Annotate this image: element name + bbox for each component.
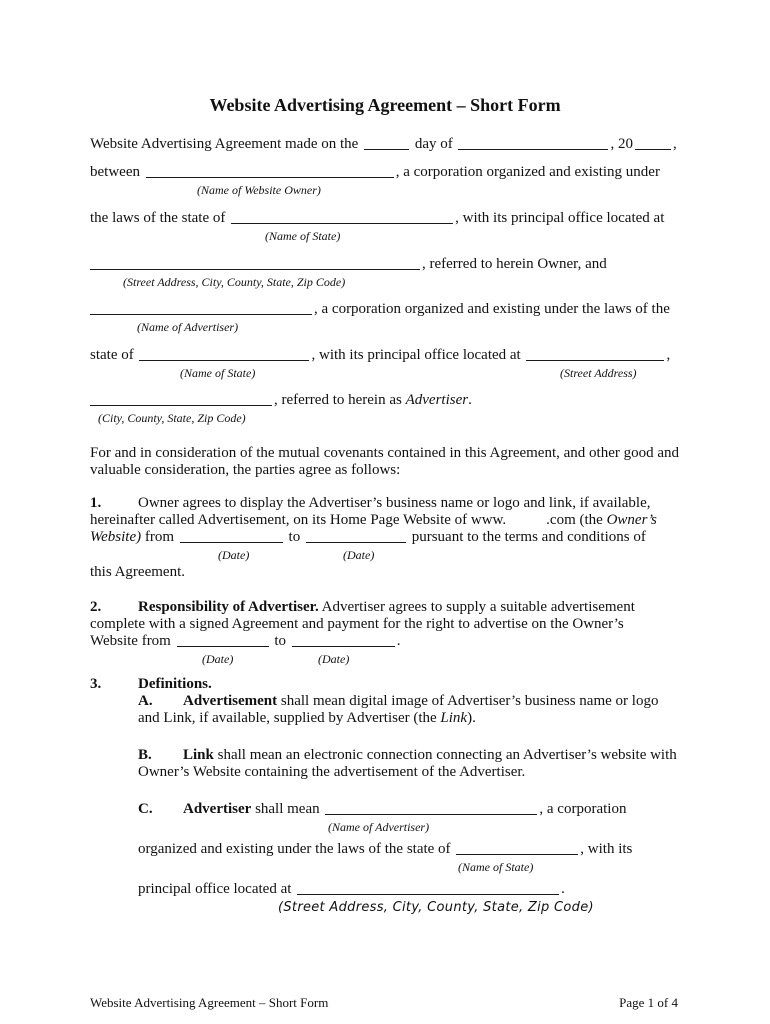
item1-line-1 [90, 495, 680, 512]
item1-text: to [284, 529, 304, 545]
item1-line-3 [90, 529, 680, 546]
consideration-paragraph: For and in consideration of the mutual covenants contained in this Agreement, and other good and valuable consideration, the parties agree as follows: [90, 445, 680, 478]
caption-row [90, 548, 680, 564]
definition-c-line-3 [138, 881, 680, 898]
end-date-caption: (Date) [318, 652, 350, 666]
definition-c-text: . [561, 881, 565, 897]
page-footer [90, 995, 678, 1011]
definition-a-text: shall mean digital image of Advertiser’s business name or logo [277, 693, 659, 709]
c-address-caption: (Street Address, City, County, State, Zip Code) [278, 900, 594, 915]
definition-c-line-2 [138, 841, 680, 858]
intro-line-6 [90, 347, 680, 364]
owner-state-caption: (Name of State) [265, 229, 341, 243]
advertise-start-date-field[interactable] [177, 633, 269, 647]
item2-heading: Responsibility of Advertiser. [138, 599, 319, 615]
item1-text: Owner agrees to display the Advertiser’s business name or logo and link, if available, [138, 495, 651, 511]
advertiser-street-field[interactable] [526, 347, 664, 361]
item3-heading-line [90, 676, 680, 693]
definition-c-text: shall mean [251, 801, 324, 817]
advertiser-name-field[interactable] [90, 301, 312, 315]
caption-row [90, 411, 680, 427]
intro-text: , referred to herein Owner, and [422, 256, 607, 272]
footer-page-number: Page 1 of 4 [619, 995, 678, 1010]
end-date-caption: (Date) [343, 548, 375, 562]
definition-c-text: principal office located at [138, 881, 296, 897]
item2-number: 2. [90, 599, 102, 615]
definition-b-line-2 [138, 764, 680, 781]
caption-row [90, 229, 680, 245]
item2-text: Website from [90, 633, 175, 649]
item2-text: complete with a signed Agreement and payment for the right to advertise on the Owner’s [90, 616, 624, 632]
owner-name-caption: (Name of Website Owner) [197, 183, 321, 197]
item2-text: to [270, 633, 290, 649]
definition-a-text: ). [467, 710, 476, 726]
intro-text: , a corporation organized and existing under the laws of the [314, 301, 670, 317]
item1-number: 1. [90, 495, 102, 511]
item2-text: . [396, 633, 401, 649]
item1-line-2 [90, 512, 680, 529]
definition-a-line-2 [138, 710, 680, 727]
start-date-caption: (Date) [202, 652, 234, 666]
intro-line-3 [90, 210, 680, 227]
definition-b-text: shall mean an electronic connection connecting an Advertiser’s website with [213, 747, 677, 763]
advertiser-state-caption: (Name of State) [180, 366, 256, 380]
definition-b [138, 747, 680, 781]
item1-text: Website) [90, 529, 142, 545]
definition-a-text: and Link, if available, supplied by Advertiser (the [138, 710, 441, 726]
caption-row [90, 366, 680, 382]
definition-c [138, 801, 680, 918]
year-field[interactable] [635, 136, 671, 150]
intro-text: . [468, 392, 472, 408]
display-start-date-field[interactable] [180, 529, 283, 543]
item2-text: Advertiser agrees to supply a suitable advertisement [318, 599, 635, 615]
caption-row [90, 183, 680, 199]
intro-text: Website Advertising Agreement made on the [90, 136, 363, 152]
intro-text: the laws of the state of [90, 210, 230, 226]
advertise-end-date-field[interactable] [292, 633, 395, 647]
intro-text: , 20 [610, 136, 633, 152]
c-advertiser-name-field[interactable] [325, 801, 537, 815]
advertiser-term: Advertiser [405, 392, 469, 408]
intro-text: between [90, 164, 144, 180]
intro-text: , with its principal office located at [455, 210, 665, 226]
item1-line-4 [90, 564, 680, 581]
intro-text: day of [411, 136, 457, 152]
intro-line-5 [90, 301, 680, 318]
caption-row [90, 652, 680, 668]
item1-text: pursuant to the terms and conditions of [407, 529, 646, 545]
item2-line-1 [90, 599, 680, 616]
definition-c-letter: C. [138, 801, 153, 817]
intro-text: state of [90, 347, 138, 363]
definition-a-line-1 [138, 693, 680, 710]
item1-text: .com (the [546, 512, 607, 528]
definition-c-term: Advertiser [183, 801, 252, 817]
owner-address-field[interactable] [90, 256, 420, 270]
item1-text: Owner’s [606, 512, 657, 528]
owner-name-field[interactable] [146, 164, 394, 178]
caption-row [138, 860, 680, 876]
start-date-caption: (Date) [218, 548, 250, 562]
item1-text: this Agreement. [90, 564, 185, 580]
display-end-date-field[interactable] [306, 529, 406, 543]
intro-line-1 [90, 136, 680, 153]
definition-b-term: Link [183, 747, 214, 763]
owner-state-field[interactable] [231, 210, 453, 224]
caption-row [90, 275, 680, 291]
c-state-caption: (Name of State) [458, 860, 534, 874]
definition-c-line-1 [138, 801, 680, 818]
definition-a-text: Link [440, 710, 468, 726]
definition-a-term: Advertisement [183, 693, 278, 709]
caption-row [90, 320, 680, 336]
definition-c-text: organized and existing under the laws of the state of [138, 841, 455, 857]
definition-c-text: , with its [580, 841, 633, 857]
intro-line-2 [90, 164, 680, 181]
intro-text: , [672, 136, 677, 152]
advertiser-city-field[interactable] [90, 392, 272, 406]
caption-row [138, 820, 680, 836]
item2-line-3 [90, 633, 680, 650]
definition-b-line-1 [138, 747, 680, 764]
intro-text: , [666, 347, 671, 363]
advertiser-state-field[interactable] [139, 347, 309, 361]
advertiser-city-caption: (City, County, State, Zip Code) [98, 411, 246, 425]
intro-text: , a corporation organized and existing under [395, 164, 660, 180]
definition-b-text: Owner’s Website containing the advertisement of the Advertiser. [138, 764, 526, 780]
advertiser-name-caption: (Name of Advertiser) [137, 320, 239, 334]
item3-number: 3. [90, 676, 102, 692]
advertiser-street-caption: (Street Address) [560, 366, 637, 380]
c-address-field[interactable] [297, 881, 559, 895]
c-state-field[interactable] [456, 841, 578, 855]
website-name-field[interactable] [506, 512, 546, 526]
c-advertiser-name-caption: (Name of Advertiser) [328, 820, 430, 834]
intro-text: , referred to herein as [274, 392, 406, 408]
intro-line-7 [90, 392, 680, 409]
day-field[interactable] [364, 136, 409, 150]
item1-text: from [141, 529, 178, 545]
definition-c-text: , a corporation [539, 801, 627, 817]
item2-line-2 [90, 616, 680, 633]
footer-document-title: Website Advertising Agreement – Short Form [90, 995, 329, 1010]
owner-address-caption: (Street Address, City, County, State, Zip Code) [123, 275, 346, 289]
item1-text: hereinafter called Advertisement, on its Home Page Website of www. [90, 512, 507, 528]
definition-a [138, 693, 680, 727]
month-field[interactable] [458, 136, 608, 150]
item3-heading: Definitions. [138, 676, 212, 692]
document-title: Website Advertising Agreement – Short Form [209, 95, 561, 115]
intro-line-4 [90, 256, 680, 273]
intro-text: , with its principal office located at [311, 347, 525, 363]
caption-row [138, 900, 680, 918]
document-body [90, 0, 680, 918]
definition-a-letter: A. [138, 693, 153, 709]
definition-b-letter: B. [138, 747, 152, 763]
